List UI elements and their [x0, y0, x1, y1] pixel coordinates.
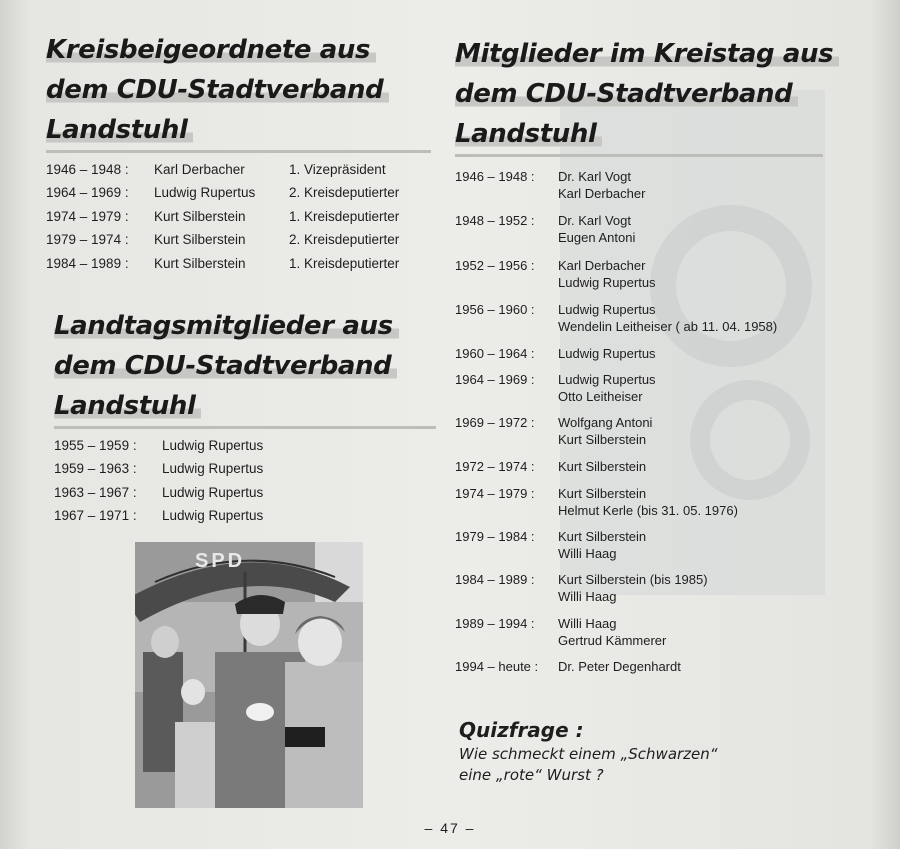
table-row: 1959 – 1963 : Ludwig Rupertus — [54, 461, 264, 477]
background-gear-icon — [650, 205, 812, 367]
table-row: 1967 – 1971 : Ludwig Rupertus — [54, 508, 264, 524]
table-row: 1956 – 1960 : Ludwig Rupertus Wendelin Leitheiser ( ab 11. 04. 1958) — [455, 302, 778, 334]
kreisbeigeordnete-heading: Kreisbeigeordnete aus dem CDU-Stadtverband Landstuhl — [46, 30, 446, 150]
landtagsmitglieder-heading: Landtagsmitglieder aus dem CDU-Stadtverband Landstuhl — [54, 306, 446, 426]
table-row: 1963 – 1967 : Ludwig Rupertus — [54, 484, 264, 500]
table-row: 1984 – 1989 : Kurt Silberstein (bis 1985) Willi Haag — [455, 572, 708, 604]
table-row: 1984 – 1989 : Kurt Silberstein 1. Kreisdeputierter — [46, 255, 400, 271]
table-row: 1979 – 1974 : Kurt Silberstein 2. Kreisdeputierter — [46, 232, 400, 248]
table-row: 1964 – 1969 : Ludwig Rupertus Otto Leitheiser — [455, 372, 656, 404]
table-row: 1960 – 1964 : Ludwig Rupertus — [455, 346, 656, 361]
photo-illustration — [135, 542, 363, 808]
heading-underline — [46, 150, 431, 153]
table-row: 1948 – 1952 : Dr. Karl Vogt Eugen Antoni — [455, 213, 636, 245]
page-number: – 47 – — [424, 820, 476, 836]
quiz-block — [459, 716, 718, 786]
quiz-question-line: Wie schmeckt einem „Schwarzen“ — [459, 745, 718, 763]
landtagsmitglieder-table — [54, 434, 263, 528]
heading-underline — [455, 154, 823, 157]
table-row: 1974 – 1979 : Kurt Silberstein 1. Kreisdeputierter — [46, 208, 400, 224]
photo-sign-text: SPD — [195, 550, 246, 572]
kreistag-heading: Mitglieder im Kreistag aus dem CDU-Stadtverband Landstuhl — [455, 34, 885, 154]
quiz-question-line: eine „rote“ Wurst ? — [459, 766, 604, 784]
table-row: 1974 – 1979 : Kurt Silberstein Helmut Kerle (bis 31. 05. 1976) — [455, 486, 738, 518]
background-gear-icon — [690, 380, 810, 500]
table-row: 1964 – 1969 : Ludwig Rupertus 2. Kreisdeputierter — [46, 185, 400, 201]
table-row: 1979 – 1984 : Kurt Silberstein Willi Haag — [455, 529, 647, 561]
table-row: 1946 – 1948 : Dr. Karl Vogt Karl Derbacher — [455, 169, 646, 201]
quiz-title: Quizfrage : — [459, 718, 584, 742]
table-row: 1946 – 1948 : Karl Derbacher 1. Vizepräsident — [46, 162, 386, 177]
kreisbeigeordnete-table — [46, 158, 399, 275]
heading-underline — [54, 426, 436, 429]
table-row: 1969 – 1972 : Wolfgang Antoni Kurt Silberstein — [455, 415, 653, 447]
table-row: 1994 – heute : Dr. Peter Degenhardt — [455, 659, 681, 674]
table-row: 1955 – 1959 : Ludwig Rupertus — [54, 438, 264, 453]
table-row: 1952 – 1956 : Karl Derbacher Ludwig Rupertus — [455, 258, 656, 290]
table-row: 1989 – 1994 : Willi Haag Gertrud Kämmerer — [455, 616, 667, 648]
street-photo — [135, 542, 363, 808]
table-row: 1972 – 1974 : Kurt Silberstein — [455, 459, 647, 474]
